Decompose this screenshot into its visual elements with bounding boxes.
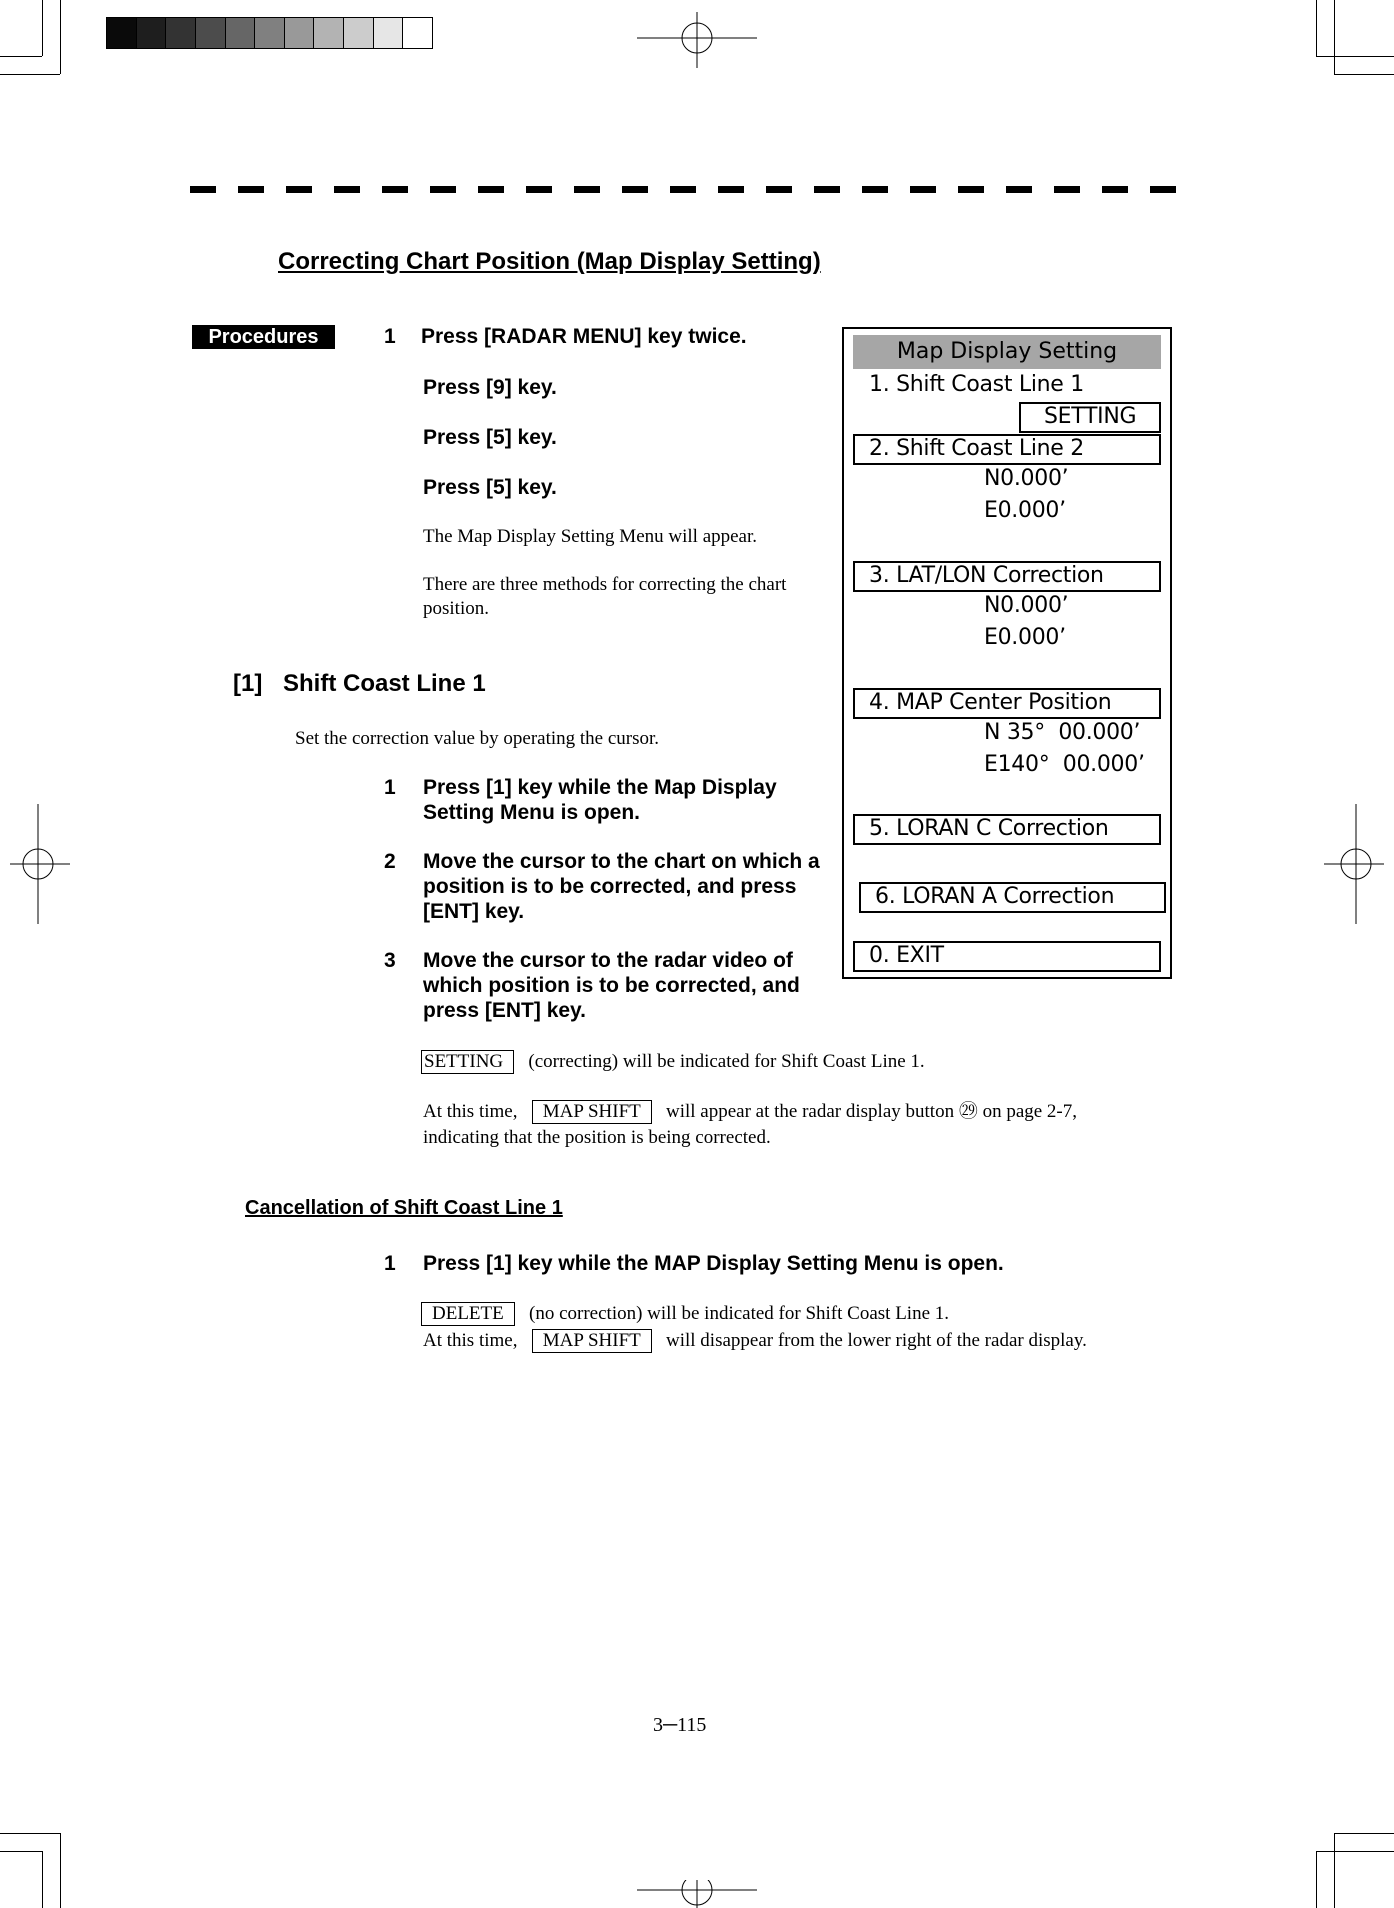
calibration-swatch	[284, 18, 314, 48]
crop-mark	[1316, 56, 1394, 57]
menu-item-1[interactable]: 1. Shift Coast Line 1	[869, 372, 1084, 397]
crop-mark	[1316, 0, 1317, 56]
menu-item-3: 3. LAT/LON Correction	[869, 563, 1104, 588]
delete-text: (no correction) will be indicated for Shift Coast Line 1.	[529, 1303, 950, 1324]
menu-item-5: 5. LORAN C Correction	[869, 816, 1109, 841]
cancel-heading: Cancellation of Shift Coast Line 1	[245, 1197, 563, 1219]
step-text: Press [5] key.	[423, 476, 557, 499]
step-text: Move the cursor to the radar video of which position is to be corrected, and press [ENT] key.	[423, 949, 800, 1022]
menu-item-3-lon: E0.000’	[984, 625, 1066, 650]
procedures-badge: Procedures	[192, 325, 335, 349]
crop-mark	[1334, 1833, 1335, 1908]
map-shift-box: MAP SHIFT	[532, 1100, 652, 1124]
map-shift-box: MAP SHIFT	[532, 1329, 652, 1353]
section-heading: Shift Coast Line 1	[283, 670, 486, 697]
calibration-swatch	[402, 18, 432, 48]
at-time-text: At this time,	[423, 1330, 518, 1351]
menu-item-2: 2. Shift Coast Line 2	[869, 436, 1084, 461]
note-text: There are three methods for correcting the chart position.	[423, 574, 787, 619]
delete-line	[421, 1302, 949, 1326]
setting-box: SETTING	[421, 1050, 514, 1074]
step-number: 1	[384, 1252, 396, 1275]
crop-mark	[60, 0, 61, 74]
menu-item-4-lon: E140° 00.000’	[984, 752, 1145, 777]
crop-mark	[1334, 1833, 1394, 1834]
crop-mark	[0, 1851, 42, 1852]
crop-mark	[0, 56, 42, 57]
menu-item-4-lat: N 35° 00.000’	[984, 720, 1141, 745]
registration-mark-right	[1324, 804, 1384, 924]
crop-mark	[1316, 1851, 1317, 1908]
section-intro: Set the correction value by operating the cursor.	[295, 728, 660, 749]
menu-item-6: 6. LORAN A Correction	[875, 884, 1115, 909]
dashed-rule	[190, 186, 1178, 193]
menu-header: Map Display Setting	[853, 335, 1161, 369]
registration-mark-top	[637, 12, 757, 68]
calibration-swatch	[254, 18, 284, 48]
menu-item-2-lat: N0.000’	[984, 466, 1069, 491]
step-text: Press [9] key.	[423, 376, 557, 399]
crop-mark	[1334, 0, 1335, 74]
step-number: 1	[384, 325, 396, 348]
map-shift-line2: indicating that the position is being corrected.	[423, 1127, 771, 1148]
calibration-swatch	[343, 18, 373, 48]
crop-mark	[1316, 1851, 1394, 1852]
map-shift-text: will appear at the radar display button ㉙ on page 2-7,	[666, 1101, 1078, 1122]
calibration-swatch	[373, 18, 403, 48]
calibration-swatch	[195, 18, 225, 48]
calibration-swatch	[165, 18, 195, 48]
section-number: [1]	[233, 670, 263, 697]
calibration-swatch	[107, 18, 136, 48]
map-shift-line	[423, 1100, 1077, 1124]
page-number: 3─115	[653, 1714, 707, 1736]
step-text: Move the cursor to the chart on which a position is to be corrected, and press [ENT] key.	[423, 850, 820, 923]
calibration-swatch	[136, 18, 166, 48]
registration-mark-left	[10, 804, 70, 924]
step-text: Press [5] key.	[423, 426, 557, 449]
setting-indicator-label: SETTING	[1044, 404, 1137, 429]
crop-mark	[1334, 74, 1394, 75]
setting-line	[421, 1050, 925, 1074]
step-text: Press [1] key while the Map Display Setting Menu is open.	[423, 776, 777, 824]
setting-text: (correcting) will be indicated for Shift Coast Line 1.	[528, 1051, 925, 1072]
step-text: Press [RADAR MENU] key twice.	[421, 325, 747, 348]
step-number: 2	[384, 850, 396, 873]
menu-item-2-lon: E0.000’	[984, 498, 1066, 523]
disappear-text: will disappear from the lower right of the radar display.	[666, 1330, 1087, 1351]
disappear-line	[423, 1329, 1087, 1353]
menu-item-3-lat: N0.000’	[984, 593, 1069, 618]
step-number: 3	[384, 949, 396, 972]
page-title: Correcting Chart Position (Map Display Setting)	[278, 248, 821, 275]
at-time-text: At this time,	[423, 1101, 518, 1122]
registration-mark-bottom	[637, 1880, 757, 1908]
menu-item-exit: 0. EXIT	[869, 943, 944, 968]
color-calibration-bar	[106, 17, 433, 49]
crop-mark	[42, 1851, 43, 1908]
crop-mark	[0, 74, 60, 75]
calibration-swatch	[225, 18, 255, 48]
note-text: The Map Display Setting Menu will appear.	[423, 526, 758, 547]
menu-item-4: 4. MAP Center Position	[869, 690, 1112, 715]
delete-box: DELETE	[421, 1302, 515, 1326]
crop-mark	[42, 0, 43, 56]
calibration-swatch	[313, 18, 343, 48]
crop-mark	[0, 1833, 60, 1834]
crop-mark	[60, 1833, 61, 1908]
step-number: 1	[384, 776, 396, 799]
step-text: Press [1] key while the MAP Display Setting Menu is open.	[423, 1252, 1004, 1275]
